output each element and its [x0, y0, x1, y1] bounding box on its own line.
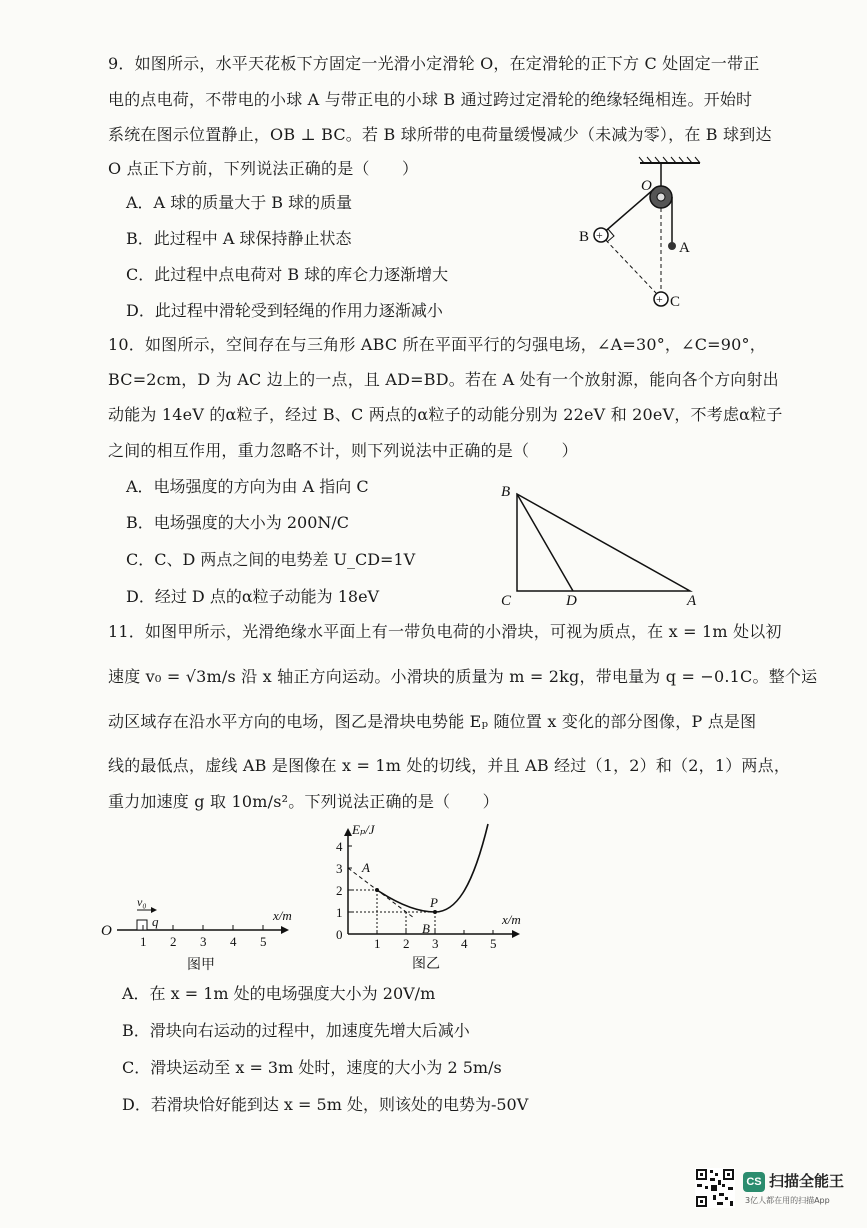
- x-tick-3: 3: [432, 936, 439, 951]
- q11-option-d: D．若滑块恰好能到达 x = 5m 处，则该处的电势为-50V: [122, 1095, 529, 1114]
- q11-stem-line-2: 速度 v₀ = √3m/s 沿 x 轴正方向运动。小滑块的质量为 m = 2kg，带电量为 q = −0.1C。整个运: [108, 667, 818, 686]
- ceiling: [639, 157, 700, 163]
- q9-option-d: D．此过程中滑轮受到轻绳的作用力逐渐减小: [126, 301, 443, 320]
- q11-option-a: A．在 x = 1m 处的电场强度大小为 20V/m: [122, 984, 436, 1003]
- caption-jia: 图甲: [187, 958, 215, 973]
- q11-stem-line-4: 线的最低点，虚线 AB 是图像在 x = 1m 处的切线，并且 AB 经过（1，2）和（2，1）两点，: [108, 756, 791, 775]
- q-label: q: [152, 914, 159, 929]
- v0-label: v₀: [137, 895, 147, 909]
- rope-to-b: [601, 189, 654, 235]
- label-c: C: [670, 294, 681, 310]
- x-tick-1: 1: [374, 936, 381, 951]
- label-c: C: [501, 593, 512, 609]
- label-a: A: [679, 240, 690, 256]
- label-a: A: [687, 593, 697, 609]
- x-tick-5: 5: [490, 936, 497, 951]
- label-a: A: [362, 860, 370, 875]
- label-d: D: [566, 593, 577, 609]
- dashed-bc: [601, 235, 656, 293]
- q10-stem-line-3: 动能为 14eV 的α粒子，经过 B、C 两点的α粒子的动能分别为 22eV 和 20eV，不考虑α粒子: [108, 405, 783, 424]
- q9-stem-line-2: 电的点电荷，不带电的小球 A 与带正电的小球 B 通过跨过定滑轮的绝缘轻绳相连。开始时: [108, 90, 753, 109]
- label-p: P: [430, 895, 438, 910]
- origin-label: O: [101, 923, 112, 939]
- svg-text:+: +: [656, 292, 663, 306]
- q10-stem-line-4: 之间的相互作用，重力忽略不计，则下列说法中正确的是（ ）: [108, 441, 578, 460]
- y-tick-1: 1: [336, 905, 343, 920]
- y-tick-2: 2: [336, 883, 343, 898]
- tick-5: 5: [260, 934, 267, 949]
- x-tick-2: 2: [403, 936, 410, 951]
- segment-bd: [517, 494, 573, 591]
- tick-2: 2: [170, 934, 177, 949]
- y-axis-label: Eₚ/J: [352, 822, 375, 837]
- q11-figure-jia: [95, 890, 305, 972]
- q9-figure: [570, 155, 720, 315]
- cs-logo: CS: [743, 1172, 765, 1192]
- caption-yi: 图乙: [412, 957, 440, 972]
- q9-stem-line-1: 9．如图所示，水平天花板下方固定一光滑小定滑轮 O，在定滑轮的正下方 C 处固定一带正: [108, 54, 760, 73]
- x-axis-label: x/m: [502, 912, 521, 927]
- tick-1: 1: [140, 934, 147, 949]
- q9-option-a: A．A 球的质量大于 B 球的质量: [126, 193, 353, 212]
- q11-stem-line-1: 11．如图甲所示，光滑绝缘水平面上有一带负电荷的小滑块，可视为质点，在 x = 1m 处以初: [108, 622, 782, 641]
- y-tick-3: 3: [336, 861, 343, 876]
- triangle-abc: [517, 494, 690, 591]
- q9-stem-line-4: O 点正下方前，下列说法正确的是（ ）: [108, 159, 419, 178]
- q10-option-c: C．C、D 两点之间的电势差 U_CD=1V: [126, 550, 416, 569]
- q9-stem-line-3: 系统在图示位置静止，OB ⊥ BC。若 B 球所带的电荷量缓慢减少（未减为零），在 B 球到达: [108, 125, 772, 144]
- q11-option-c: C．滑块运动至 x = 3m 处时，速度的大小为 2 5m/s: [122, 1058, 502, 1077]
- x-tick-4: 4: [461, 936, 468, 951]
- tick-4: 4: [230, 934, 237, 949]
- q10-option-a: A．电场强度的方向为由 A 指向 C: [126, 477, 369, 496]
- q10-stem-line-1: 10．如图所示，空间存在与三角形 ABC 所在平面平行的匀强电场，∠A=30°，∠C=90°，: [108, 335, 766, 354]
- label-b: B: [501, 484, 511, 500]
- ball-a: [668, 242, 676, 250]
- app-name: 扫描全能王: [769, 1172, 845, 1190]
- slider-block: [137, 920, 147, 930]
- q11-stem-line-5: 重力加速度 g 取 10m/s²。下列说法正确的是（ ）: [108, 792, 499, 811]
- q11-option-b: B．滑块向右运动的过程中，加速度先增大后减小: [122, 1021, 470, 1040]
- q11-stem-line-3: 动区域存在沿水平方向的电场，图乙是滑块电势能 Eₚ 随位置 x 变化的部分图像，P 点是图: [108, 712, 757, 731]
- q10-option-b: B．电场强度的大小为 200N/C: [126, 513, 350, 532]
- label-o: O: [641, 178, 652, 194]
- label-b: B: [579, 229, 590, 245]
- qr-code-icon: [695, 1168, 735, 1208]
- q10-figure: [495, 478, 710, 610]
- svg-text:+: +: [596, 228, 603, 242]
- q9-option-c: C．此过程中点电荷对 B 球的库仑力逐渐增大: [126, 265, 449, 284]
- app-subtitle: 3亿人都在用的扫描App: [745, 1196, 830, 1205]
- label-b: B: [422, 921, 430, 936]
- q11-figure-yi: [330, 820, 530, 972]
- q10-option-d: D．经过 D 点的α粒子动能为 18eV: [126, 587, 380, 606]
- y-tick-0: 0: [336, 927, 343, 942]
- q9-option-b: B．此过程中 A 球保持静止状态: [126, 229, 352, 248]
- tick-3: 3: [200, 934, 207, 949]
- scanner-watermark: [695, 1168, 857, 1216]
- y-tick-4: 4: [336, 839, 343, 854]
- x-axis-label: x/m: [273, 908, 292, 923]
- q10-stem-line-2: BC=2cm，D 为 AC 边上的一点，且 AD=BD。若在 A 处有一个放射源，能向各个方向射出: [108, 370, 779, 389]
